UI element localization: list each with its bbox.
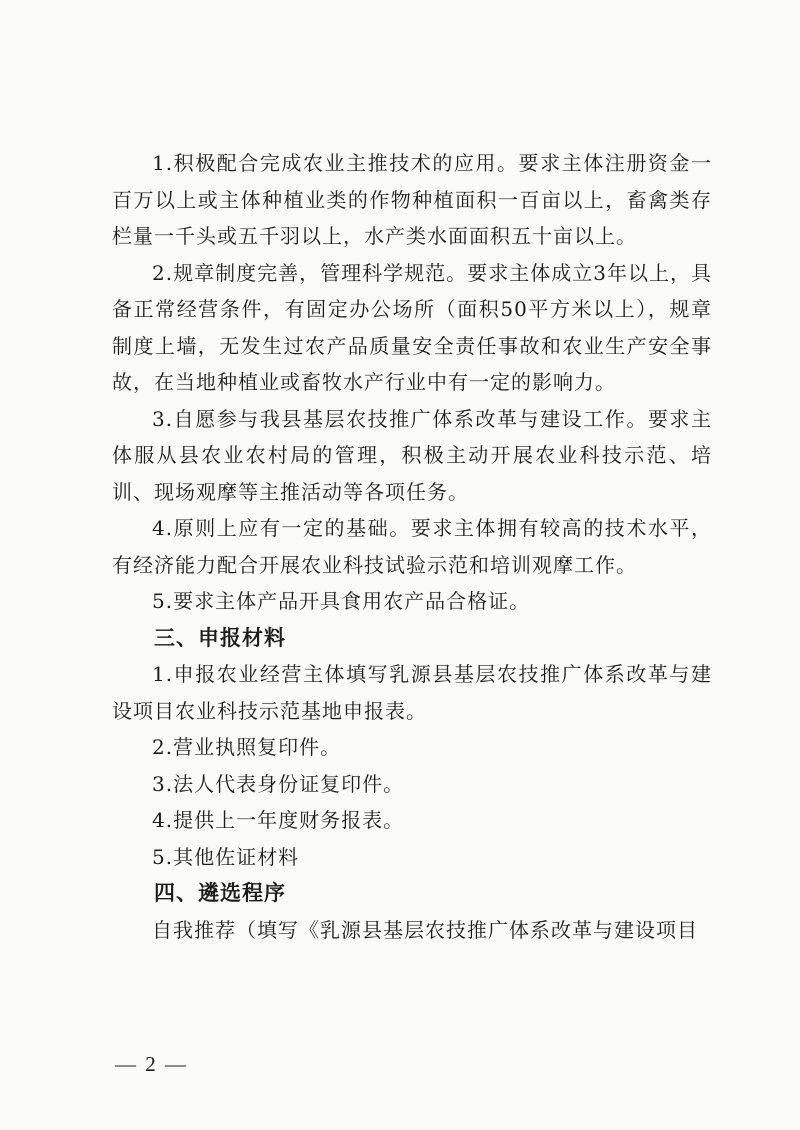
- paragraph: 5.其他佐证材料: [152, 844, 300, 869]
- paragraph: 4.原则上应有一定的基础。要求主体拥有较高的技术水平，有经济能力配合开展农业科技试验示范和培训观摩工作。: [112, 516, 712, 577]
- paragraph: 3.法人代表身份证复印件。: [152, 771, 405, 796]
- paragraph: 4.提供上一年度财务报表。: [152, 808, 405, 832]
- paragraph: 5.要求主体产品开具食用农产品合格证。: [152, 589, 531, 613]
- section-heading: 四、遴选程序: [154, 881, 286, 905]
- paragraph: 3.自愿参与我县基层农技推广体系改革与建设工作。要求主体服从县农业农村局的管理，积极主动开展农业科技示范、培训、现场观摩等主推活动等各项任务。: [112, 406, 712, 504]
- document-body: [112, 145, 712, 948]
- paragraph: 自我推荐（填写《乳源县基层农技推广体系改革与建设项目: [152, 917, 698, 942]
- page-number: — 2 —: [115, 1052, 188, 1076]
- section-heading: 三、申报材料: [154, 625, 286, 650]
- paragraph: 1.积极配合完成农业主推技术的应用。要求主体注册资金一百万以上或主体种植业类的作物种植面积一百亩以上，畜禽类存栏量一千头或五千羽以上，水产类水面面积五十亩以上。: [112, 151, 712, 248]
- paragraph: 2.营业执照复印件。: [152, 735, 342, 759]
- paragraph: 2.规章制度完善，管理科学规范。要求主体成立3年以上，具备正常经营条件，有固定办公场所（面积50平方米以上），规章制度上墙，无发生过农产品质量安全责任事故和农业生产安全事故，在当地种植业或畜牧水产行业中有一定的影响力。: [112, 260, 712, 394]
- paragraph: 1.申报农业经营主体填写乳源县基层农技推广体系改革与建设项目农业科技示范基地申报表。: [112, 662, 712, 723]
